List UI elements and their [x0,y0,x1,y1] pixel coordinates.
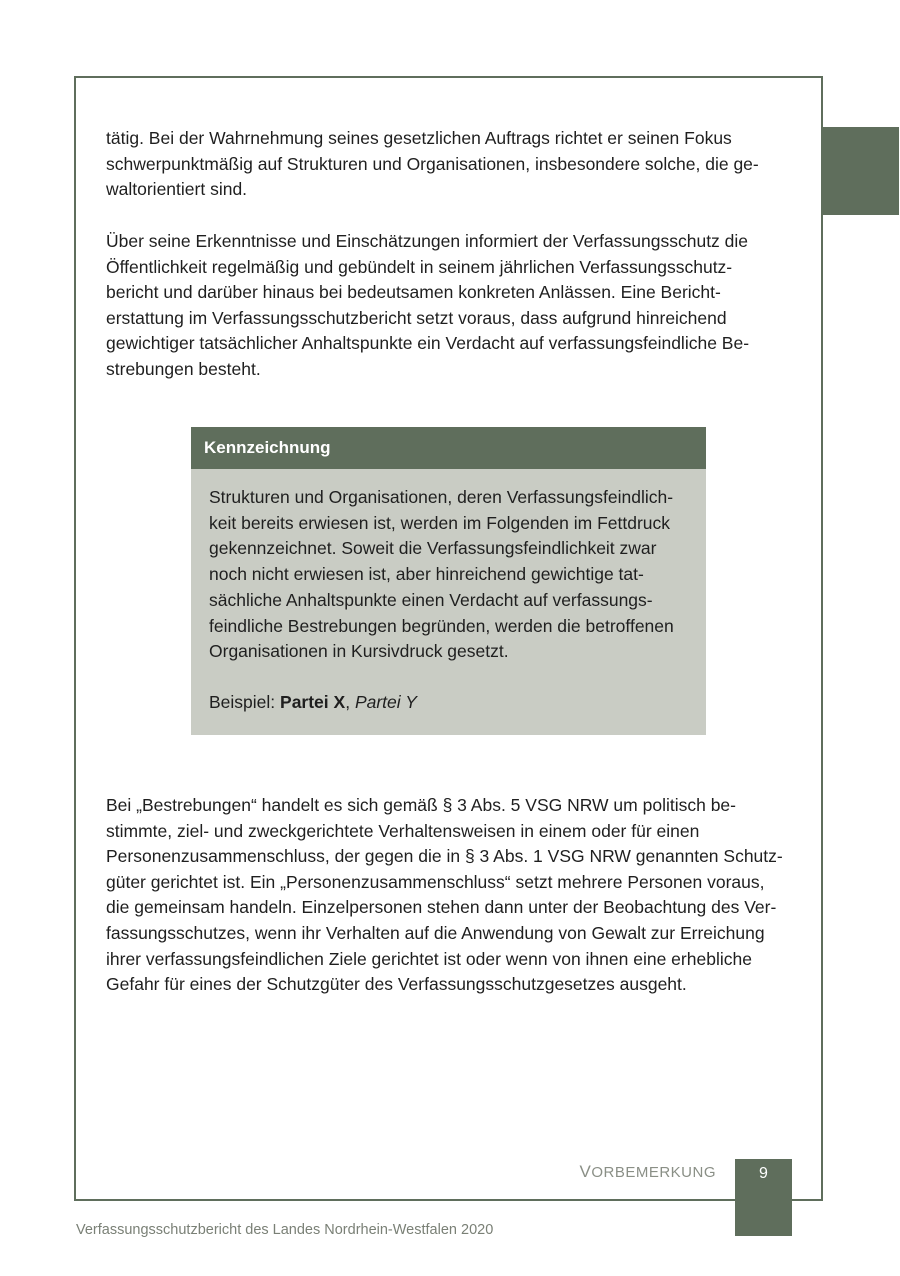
text-line: Über seine Erkenntnisse und Einschätzungen informiert der Verfassungsschutz die [106,231,749,251]
text-line: waltorientiert sind. [106,179,248,200]
example-bold: Partei X [280,692,346,712]
text-line: noch nicht erwiesen ist, aber hinreichend gewichtige tat- [209,564,644,585]
example-italic: Partei Y [354,692,417,712]
chapter-tab-marker [822,127,899,215]
text-line: Organisationen in Kursivdruck gesetzt. [209,641,509,662]
text-line: Bei „Bestrebungen“ handelt es sich gemäß § 3 Abs. 5 VSG NRW um politisch be- [106,795,736,815]
paragraph-intro [106,126,796,203]
text-line: gekennzeichnet. Soweit die Verfassungsfeindlichkeit zwar [209,538,657,559]
text-line: sächliche Anhaltspunkte einen Verdacht auf verfassungs- [209,589,653,610]
info-box-body [209,485,699,665]
text-line: Öffentlichkeit regelmäßig und gebündelt in seinem jährlichen Verfassungsschutz- [106,256,733,277]
page-number-tab [735,1159,792,1236]
text-line: feindliche Bestrebungen begründen, werden die betroffenen [209,615,674,636]
paragraph-bestrebungen [106,793,796,998]
text-line: schwerpunktmäßig auf Strukturen und Organisationen, insbesondere solche, die ge- [106,153,759,174]
text-line: fassungsschutzes, wenn ihr Verhalten auf die Anwendung von Gewalt zur Erreichung [106,922,765,943]
text-line: stimmte, ziel- und zweckgerichtete Verhaltensweisen in einem oder für einen [106,820,700,841]
info-box-example [209,690,417,716]
running-section-title [579,1162,716,1182]
page-number: 9 [759,1165,768,1182]
text-line: tätig. Bei der Wahrnehmung seines gesetzlichen Auftrags richtet er seinen Fokus [106,128,732,148]
text-line: strebungen besteht. [106,358,261,379]
text-line: Gefahr für eines der Schutzgüter des Verfassungsschutzgesetzes ausgeht. [106,974,687,995]
section-rest: ORBEMERKUNG [591,1164,716,1181]
text-line: die gemeinsam handeln. Einzelpersonen stehen dann unter der Beobachtung des Ver- [106,897,777,918]
section-initial: V [579,1162,592,1181]
text-line: Strukturen und Organisationen, deren Verfassungsfeindlich- [209,487,674,507]
text-line: gewichtiger tatsächlicher Anhaltspunkte ein Verdacht auf verfassungsfeindliche Be- [106,333,750,354]
text-line: keit bereits erwiesen ist, werden im Folgenden im Fettdruck [209,512,671,533]
text-line: güter gerichtet ist. Ein „Personenzusammenschluss“ setzt mehrere Personen voraus, [106,871,765,892]
text-line: bericht und darüber hinaus bei bedeutsamen konkreten Anlässen. Eine Bericht- [106,282,721,303]
info-box-kennzeichnung [191,427,706,735]
text-line: Personenzusammenschluss, der gegen die in § 3 Abs. 1 VSG NRW genannten Schutz- [106,846,783,867]
example-prefix: Beispiel: [209,692,281,712]
paragraph-reporting [106,229,796,383]
example-separator: , [345,692,355,712]
text-line: ihrer verfassungsfeindlichen Ziele gerichtet ist oder wenn von ihnen eine erhebliche [106,948,752,969]
text-line: erstattung im Verfassungsschutzbericht setzt voraus, dass aufgrund hinreichend [106,307,727,328]
publication-title: Verfassungsschutzbericht des Landes Nordrhein-Westfalen 2020 [76,1222,494,1238]
info-box-title: Kennzeichnung [191,427,706,469]
